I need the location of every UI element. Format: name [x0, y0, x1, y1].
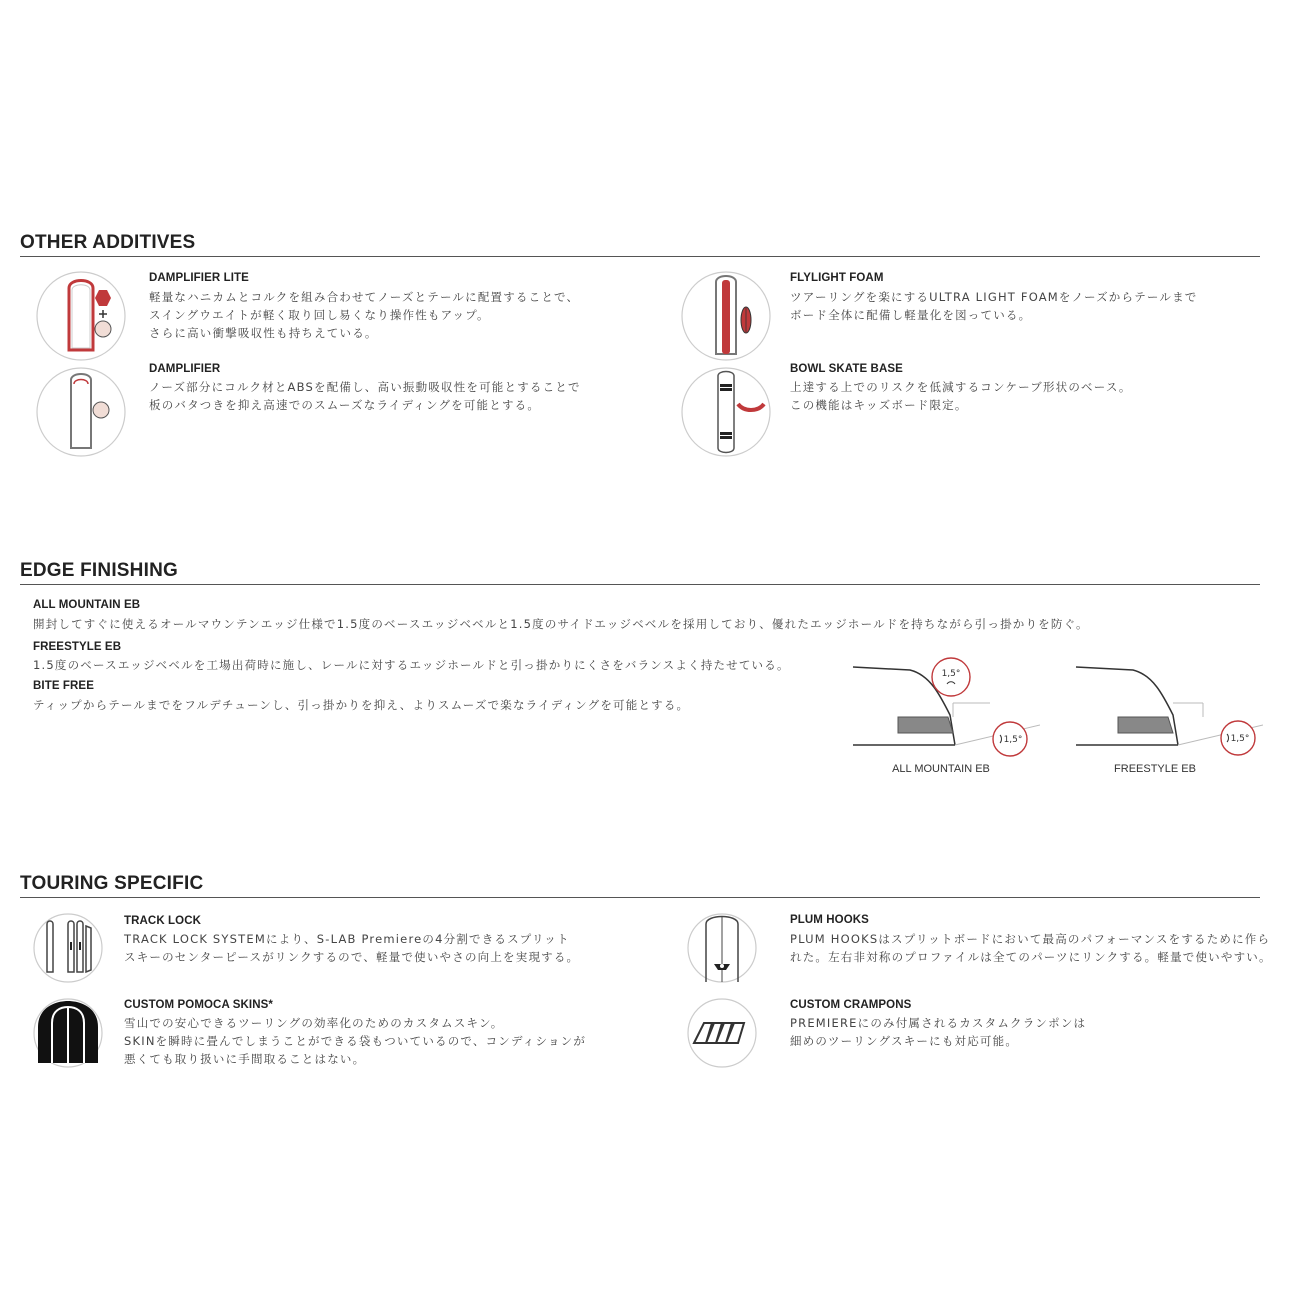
diagram-label-all-mountain-eb: ALL MOUNTAIN EB — [892, 763, 990, 775]
section-title-edge-finishing: EDGE FINISHING — [20, 560, 178, 581]
item-desc-bite-free: ティップからテールまでをフルデチューンし、引っ掛かりを抑え、よりスムーズで楽なライディングを可能とする。 — [33, 698, 690, 712]
item-title-custom-crampons: CUSTOM CRAMPONS — [790, 999, 912, 1011]
base-angle-label: 1,5° — [1230, 734, 1250, 744]
damplifier-icon — [35, 366, 127, 458]
freestyle-eb-diagram — [1073, 655, 1263, 760]
item-title-bite-free: BITE FREE — [33, 680, 94, 692]
item-title-plum-hooks: PLUM HOOKS — [790, 914, 869, 926]
item-title-freestyle-eb: FREESTYLE EB — [33, 641, 122, 653]
item-desc-bowl-skate-base: 上達する上でのリスクを低減するコンケーブ形状のベース。 この機能はキッズボード限定。 — [790, 380, 1132, 412]
all-mountain-eb-diagram — [850, 655, 1040, 760]
item-title-track-lock: TRACK LOCK — [124, 915, 202, 927]
item-title-flylight-foam: FLYLIGHT FOAM — [790, 272, 884, 284]
section-rule — [20, 897, 1260, 898]
item-title-all-mountain-eb: ALL MOUNTAIN EB — [33, 599, 141, 611]
damplifier-lite-icon — [35, 270, 127, 362]
base-angle-label: 1,5° — [1003, 735, 1023, 745]
flylight-foam-icon — [680, 270, 772, 362]
section-rule — [20, 256, 1260, 257]
item-desc-freestyle-eb: 1.5度のベースエッジベベルを工場出荷時に施し、レールに対するエッジホールドと引っ掛かりにくさをバランスよく持たせている。 — [33, 658, 790, 672]
plum-hooks-icon — [686, 912, 758, 984]
crampons-icon — [686, 997, 758, 1069]
item-desc-pomoca-skins: 雪山での安心できるツーリングの効率化のためのカスタムスキン。 SKINを瞬時に畳んでしまうことができる袋もついているので、コンディションが 悪くても取り扱いに手間取ることはない。 — [124, 1016, 587, 1066]
section-title-touring-specific: TOURING SPECIFIC — [20, 873, 204, 894]
track-lock-icon — [32, 912, 104, 984]
side-angle-label: 1,5° — [941, 669, 961, 679]
item-desc-all-mountain-eb: 開封してすぐに使えるオールマウンテンエッジ仕様で1.5度のベースエッジベベルと1.5度のサイドエッジベベルを採用しており、優れたエッジホールドを持ちながら引っ掛かりを防ぐ。 — [33, 617, 1089, 631]
item-desc-track-lock: TRACK LOCK SYSTEMにより、S-LAB Premiereの4分割できるスプリット スキーのセンターピースがリンクするので、軽量で使いやさの向上を実現する。 — [124, 932, 580, 964]
item-desc-flylight-foam: ツアーリングを楽にするULTRA LIGHT FOAMをノーズからテールまで ボード全体に配備し軽量化を図っている。 — [790, 290, 1198, 322]
pomoca-skins-icon — [32, 997, 104, 1069]
item-desc-custom-crampons: PREMIEREにのみ付属されるカスタムクランポンは 細めのツーリングスキーにも対応可能。 — [790, 1016, 1087, 1048]
item-title-bowl-skate-base: BOWL SKATE BASE — [790, 363, 903, 375]
diagram-label-freestyle-eb: FREESTYLE EB — [1114, 763, 1196, 775]
item-title-damplifier-lite: DAMPLIFIER LITE — [149, 272, 249, 284]
section-rule — [20, 584, 1260, 585]
item-desc-plum-hooks: PLUM HOOKSはスプリットボードにおいて最高のパフォーマンスをするために作ら れた。左右非対称のプロファイルは全てのパーツにリンクする。軽量で使いやすい。 — [790, 932, 1272, 964]
item-desc-damplifier-lite: 軽量なハニカムとコルクを組み合わせてノーズとテールに配置することで、 スイングウエイトが軽く取り回し易くなり操作性もアップ。 さらに高い衝撃吸収性も持ちえている。 — [149, 290, 580, 340]
item-title-pomoca-skins: CUSTOM POMOCA SKINS* — [124, 999, 273, 1011]
item-title-damplifier: DAMPLIFIER — [149, 363, 221, 375]
item-desc-damplifier: ノーズ部分にコルク材とABSを配備し、高い振動吸収性を可能とすることで 板のバタつきを抑え高速でのスムーズなライディングを可能とする。 — [149, 380, 581, 412]
bowl-skate-base-icon — [680, 366, 772, 458]
section-title-other-additives: OTHER ADDITIVES — [20, 232, 196, 253]
